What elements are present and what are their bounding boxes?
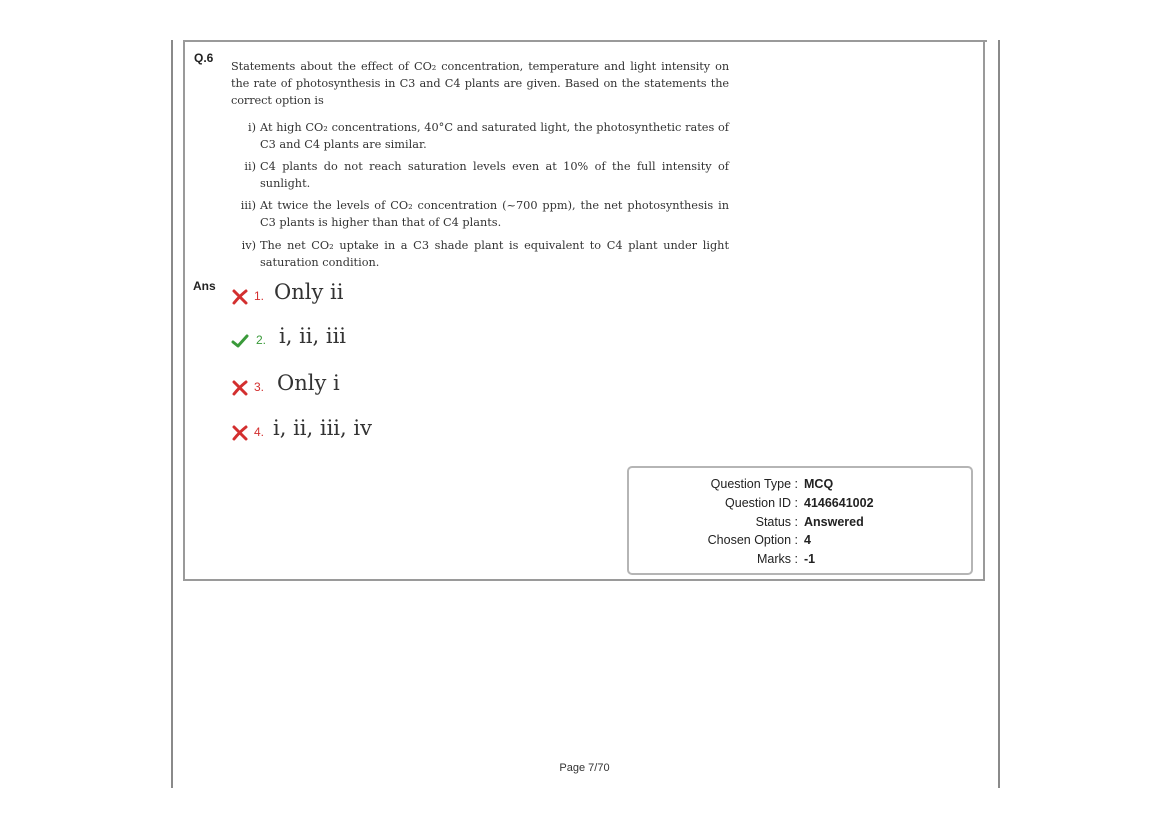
cross-icon <box>231 379 249 397</box>
statement-number: iii) <box>240 199 256 212</box>
option-number: 4. <box>254 425 265 439</box>
info-label: Chosen Option : <box>707 533 798 547</box>
info-label: Marks : <box>757 552 798 566</box>
info-value: -1 <box>804 552 816 566</box>
option-number: 3. <box>254 380 265 394</box>
option-text: i, ii, iii <box>279 324 346 348</box>
info-value: 4 <box>804 533 811 547</box>
page-number: Page 7/70 <box>559 762 610 774</box>
check-icon <box>231 332 249 350</box>
option-number: 2. <box>256 333 267 347</box>
option-text: i, ii, iii, iv <box>273 416 372 440</box>
info-label: Question ID : <box>725 496 798 510</box>
cross-icon <box>231 424 249 442</box>
option-text: Only i <box>277 371 340 395</box>
info-value: Answered <box>804 515 864 529</box>
info-row-marks <box>629 550 973 569</box>
info-row-status <box>629 513 973 532</box>
info-label: Status : <box>755 515 798 529</box>
info-value: MCQ <box>804 477 834 491</box>
statement-number: ii) <box>244 160 256 173</box>
info-row-question-type <box>629 475 973 494</box>
option-text: Only ii <box>274 280 344 304</box>
question-number: Q.6 <box>194 51 214 65</box>
statement-text: At high CO₂ concentrations, 40°C and saturated light, the photosynthetic rates of C3 and C4 plants are similar. <box>260 121 729 151</box>
page-right-rule <box>998 40 1000 788</box>
statement-number: i) <box>247 121 256 134</box>
info-value: 4146641002 <box>804 496 874 510</box>
info-label: Question Type : <box>710 477 798 491</box>
info-row-question-id <box>629 494 973 513</box>
info-row-chosen-option <box>629 531 973 550</box>
question-text: Statements about the effect of CO₂ concentration, temperature and light intensity on the rate of photosynthesis in C3 and C4 plants are given. Based on the statements the correct option is <box>231 60 729 107</box>
statement-number: iv) <box>241 239 256 252</box>
option-number: 1. <box>254 289 265 303</box>
answer-label: Ans <box>193 279 216 293</box>
statement-text: At twice the levels of CO₂ concentration (~700 ppm), the net photosynthesis in C3 plants is higher than that of C4 plants. <box>260 199 729 229</box>
cross-icon <box>231 288 249 306</box>
question-info-box <box>627 466 973 575</box>
statement-text: C4 plants do not reach saturation levels even at 10% of the full intensity of sunlight. <box>260 160 729 190</box>
page-left-rule <box>171 40 173 788</box>
statement-text: The net CO₂ uptake in a C3 shade plant is equivalent to C4 plant under light saturation condition. <box>260 239 729 269</box>
